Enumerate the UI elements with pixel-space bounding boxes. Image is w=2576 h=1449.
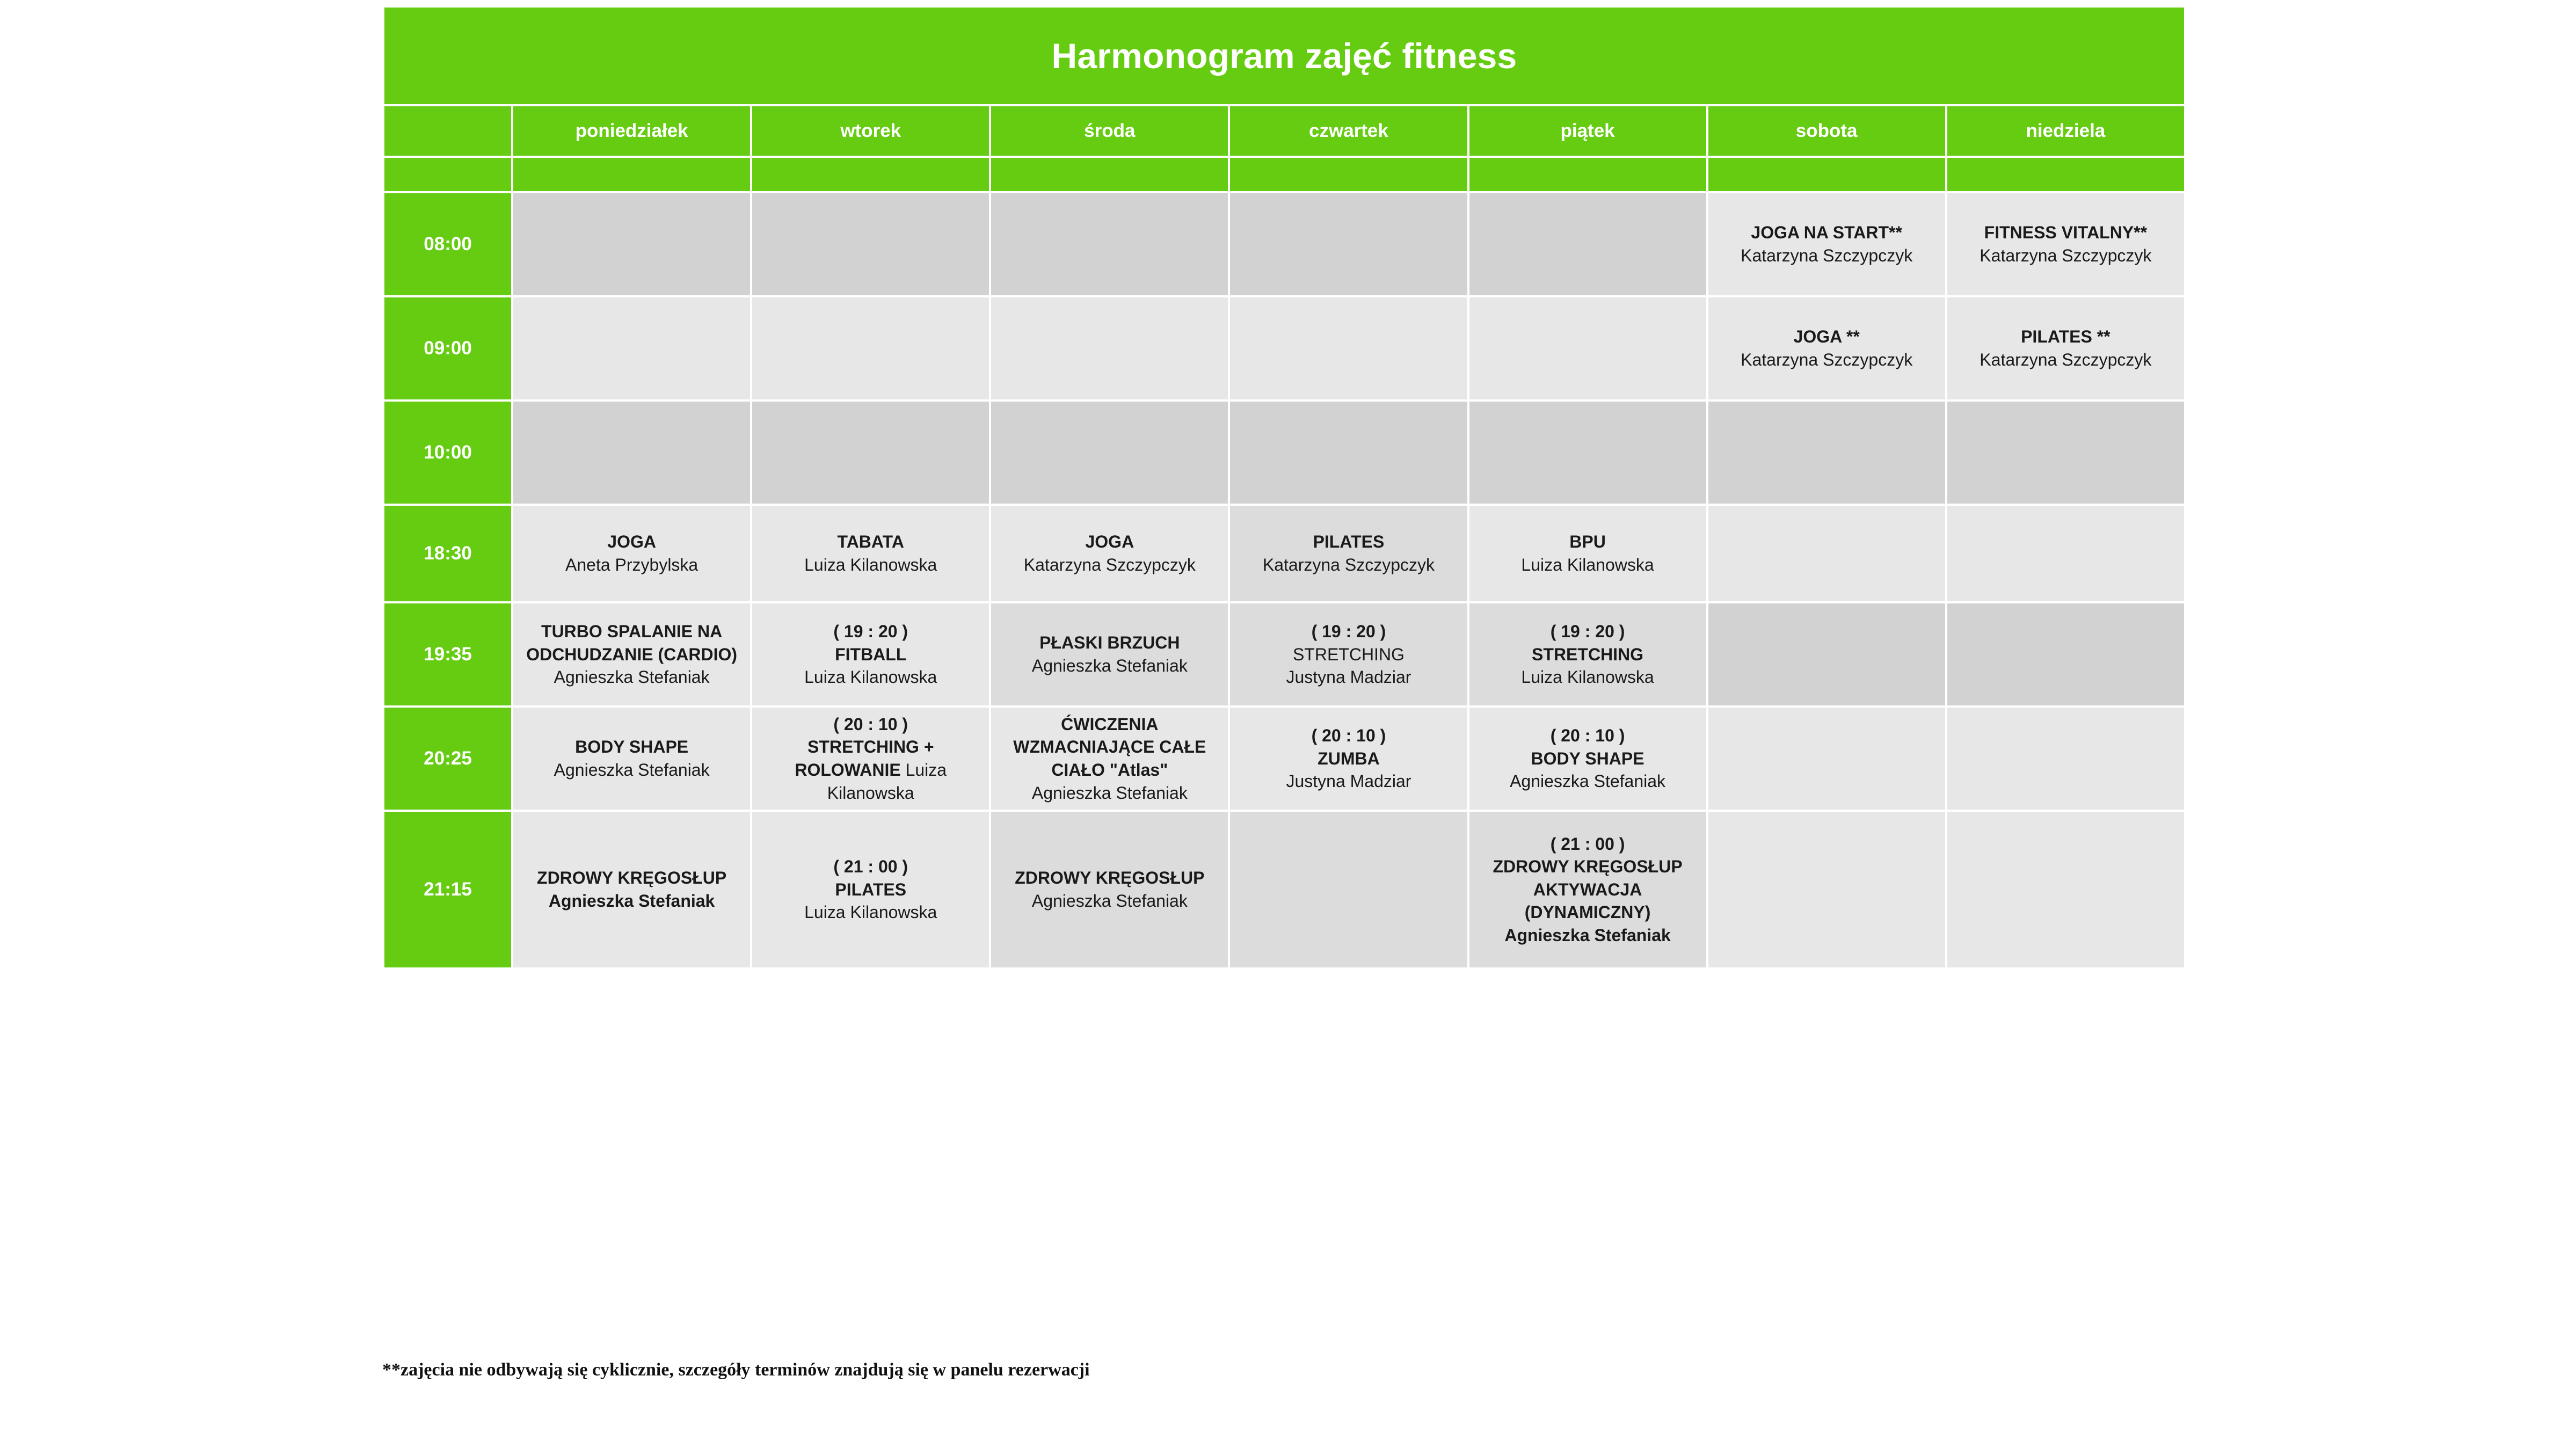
table-row (383, 505, 2185, 602)
day-header-saturday: sobota (1707, 105, 1946, 157)
class-cell[interactable] (751, 707, 990, 811)
class-instructor: Luiza Kilanowska (1521, 667, 1654, 687)
table-row (383, 192, 2185, 296)
class-name: PŁASKI BRZUCH (1039, 633, 1180, 653)
class-instructor: Agnieszka Stefaniak (554, 667, 710, 687)
class-start-time: ( 20 : 10 ) (1550, 726, 1625, 746)
class-instructor: Agnieszka Stefaniak (1031, 783, 1188, 803)
time-slot-label: 09:00 (383, 296, 512, 401)
class-instructor: Luiza Kilanowska (1521, 555, 1654, 574)
class-cell[interactable] (1707, 505, 1946, 602)
class-cell[interactable] (751, 811, 990, 969)
class-cell[interactable] (1946, 192, 2185, 296)
class-instructor: Justyna Madziar (1286, 771, 1411, 791)
class-cell[interactable] (512, 602, 751, 707)
class-instructor: Luiza Kilanowska (804, 902, 937, 922)
schedule-container (382, 5, 2186, 970)
table-row (383, 707, 2185, 811)
spacer-cell (990, 157, 1229, 192)
class-cell[interactable] (990, 707, 1229, 811)
class-cell[interactable] (1468, 811, 1707, 969)
class-instructor: Katarzyna Szczypczyk (1023, 555, 1196, 574)
table-row (383, 602, 2185, 707)
spacer-cell (1946, 157, 2185, 192)
class-cell[interactable] (1468, 296, 1707, 401)
class-cell[interactable] (1707, 811, 1946, 969)
class-name: BODY SHAPE (1531, 748, 1644, 768)
class-name: FITNESS VITALNY** (1984, 223, 2148, 243)
class-start-time: ( 20 : 10 ) (833, 714, 908, 734)
class-cell[interactable] (1468, 401, 1707, 505)
class-name: TABATA (837, 532, 904, 552)
day-header-thursday: czwartek (1229, 105, 1468, 157)
class-instructor: Katarzyna Szczypczyk (1262, 555, 1435, 574)
class-cell[interactable] (1229, 707, 1468, 811)
time-slot-label: 08:00 (383, 192, 512, 296)
spacer-cell (1229, 157, 1468, 192)
class-instructor: Katarzyna Szczypczyk (1980, 350, 2152, 369)
class-cell[interactable] (1468, 192, 1707, 296)
day-header-row (383, 105, 2185, 157)
class-name: ZDROWY KRĘGOSŁUP (1015, 868, 1205, 888)
class-cell[interactable] (990, 192, 1229, 296)
class-start-time: ( 19 : 20 ) (1550, 622, 1625, 642)
footnote-text: **zajęcia nie odbywają się cyklicznie, szczegóły terminów znajdują się w panelu rezerwacji (382, 1360, 1090, 1380)
class-instructor: Aneta Przybylska (565, 555, 698, 574)
class-cell[interactable] (1946, 296, 2185, 401)
class-cell[interactable] (990, 602, 1229, 707)
class-name: ZDROWY KRĘGOSŁUP AKTYWACJA (DYNAMICZNY) (1493, 857, 1683, 922)
class-name: BODY SHAPE (575, 737, 689, 757)
class-name: BPU (1569, 532, 1606, 552)
class-instructor: Katarzyna Szczypczyk (1741, 350, 1913, 369)
time-slot-label: 21:15 (383, 811, 512, 969)
table-row (383, 296, 2185, 401)
day-header-wednesday: środa (990, 105, 1229, 157)
class-cell[interactable] (512, 811, 751, 969)
class-instructor: Justyna Madziar (1286, 667, 1411, 687)
day-header-monday: poniedziałek (512, 105, 751, 157)
class-instructor: Agnieszka Stefaniak (554, 760, 710, 780)
class-name: ZUMBA (1318, 748, 1380, 768)
class-cell[interactable] (1468, 505, 1707, 602)
class-cell[interactable] (990, 505, 1229, 602)
time-slot-label: 10:00 (383, 401, 512, 505)
class-cell[interactable] (1707, 602, 1946, 707)
time-slot-label: 20:25 (383, 707, 512, 811)
class-name: ĆWICZENIA WZMACNIAJĄCE CAŁE CIAŁO "Atlas" (1013, 714, 1206, 780)
class-start-time: ( 19 : 20 ) (833, 622, 908, 642)
class-name: TURBO SPALANIE NA ODCHUDZANIE (CARDIO) (526, 622, 738, 664)
class-name: STRETCHING (1532, 644, 1644, 664)
class-name: PILATES ** (2021, 327, 2111, 347)
class-instructor: Katarzyna Szczypczyk (1980, 246, 2152, 265)
class-cell[interactable] (1229, 811, 1468, 969)
class-cell[interactable] (512, 401, 751, 505)
class-cell[interactable] (751, 401, 990, 505)
class-cell[interactable] (512, 505, 751, 602)
day-header-tuesday: wtorek (751, 105, 990, 157)
table-row (383, 401, 2185, 505)
class-name: PILATES (835, 879, 907, 899)
spacer-cell (751, 157, 990, 192)
class-cell[interactable] (990, 811, 1229, 969)
title-row (383, 6, 2185, 105)
table-row (383, 811, 2185, 969)
class-cell[interactable] (1229, 192, 1468, 296)
spacer-cell (1707, 157, 1946, 192)
class-instructor: Luiza Kilanowska (804, 555, 937, 574)
class-instructor: Agnieszka Stefaniak (1031, 656, 1188, 675)
class-cell[interactable] (1946, 602, 2185, 707)
class-instructor: Luiza Kilanowska (827, 760, 947, 803)
day-header-friday: piątek (1468, 105, 1707, 157)
class-cell[interactable] (1946, 505, 2185, 602)
class-cell[interactable] (751, 505, 990, 602)
class-cell[interactable] (512, 192, 751, 296)
class-cell[interactable] (1229, 505, 1468, 602)
class-name: PILATES (1313, 532, 1385, 552)
class-cell[interactable] (751, 192, 990, 296)
class-cell[interactable] (751, 602, 990, 707)
class-cell[interactable] (1946, 401, 2185, 505)
class-cell[interactable] (1946, 811, 2185, 969)
fitness-schedule-table (382, 5, 2186, 970)
class-start-time: ( 21 : 00 ) (1550, 834, 1625, 854)
spacer-row (383, 157, 2185, 192)
class-instructor: Agnieszka Stefaniak (548, 891, 715, 911)
class-cell[interactable] (1707, 296, 1946, 401)
class-name: STRETCHING + ROLOWANIE (795, 737, 934, 780)
class-start-time: ( 21 : 00 ) (833, 857, 908, 877)
class-instructor: Agnieszka Stefaniak (1510, 771, 1666, 791)
class-cell[interactable] (512, 707, 751, 811)
class-cell[interactable] (1707, 401, 1946, 505)
class-cell[interactable] (1229, 296, 1468, 401)
class-instructor: Agnieszka Stefaniak (1504, 925, 1671, 945)
spacer-cell (1468, 157, 1707, 192)
class-cell[interactable] (990, 296, 1229, 401)
corner-header (383, 105, 512, 157)
class-cell[interactable] (1229, 602, 1468, 707)
class-cell[interactable] (751, 296, 990, 401)
class-start-time: ( 20 : 10 ) (1311, 726, 1386, 746)
class-cell[interactable] (1468, 602, 1707, 707)
class-instructor: Luiza Kilanowska (804, 667, 937, 687)
day-header-sunday: niedziela (1946, 105, 2185, 157)
class-cell[interactable] (1707, 192, 1946, 296)
class-instructor: Katarzyna Szczypczyk (1741, 246, 1913, 265)
time-slot-label: 19:35 (383, 602, 512, 707)
class-cell[interactable] (512, 296, 751, 401)
class-cell[interactable] (1707, 707, 1946, 811)
class-name: STRETCHING (1292, 644, 1405, 664)
class-name: JOGA (607, 532, 656, 552)
spacer-cell (383, 157, 512, 192)
class-name: JOGA ** (1793, 327, 1860, 347)
page-title: Harmonogram zajęć fitness (383, 6, 2185, 105)
class-name: JOGA (1085, 532, 1134, 552)
spacer-cell (512, 157, 751, 192)
class-cell[interactable] (1229, 401, 1468, 505)
class-start-time: ( 19 : 20 ) (1311, 622, 1386, 642)
class-instructor: Agnieszka Stefaniak (1031, 891, 1188, 911)
class-cell[interactable] (990, 401, 1229, 505)
class-cell[interactable] (1946, 707, 2185, 811)
class-name: ZDROWY KRĘGOSŁUP (537, 868, 727, 888)
class-cell[interactable] (1468, 707, 1707, 811)
time-slot-label: 18:30 (383, 505, 512, 602)
class-name: JOGA NA START** (1751, 223, 1902, 243)
class-name: FITBALL (835, 644, 907, 664)
